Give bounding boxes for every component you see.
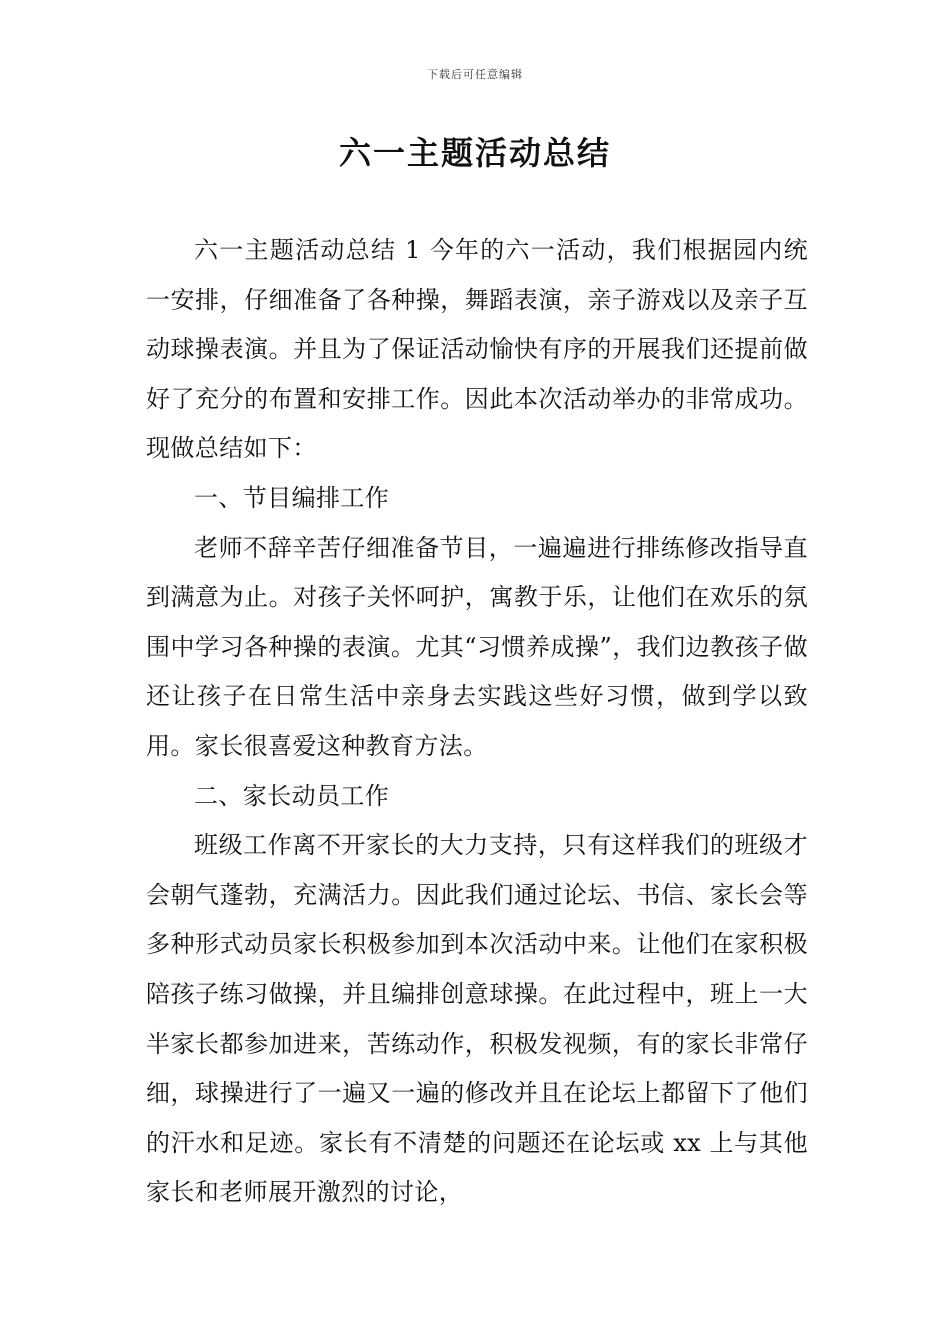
paragraph-intro: 六一主题活动总结 1 今年的六一活动，我们根据园内统一安排，仔细准备了各种操，舞蹈表演，亲子游戏以及亲子互动球操表演。并且为了保证活动愉快有序的开展我们还提前做好了充分的布置和安排工作。因此本次活动举办的非常成功。现做总结如下： xyxy=(146,236,808,463)
document-title: 六一主题活动总结 xyxy=(338,134,611,172)
paragraph-parents: 班级工作离不开家长的大力支持，只有这样我们的班级才会朝气蓬勃，充满活力。因此我们通过论坛、书信、家长会等多种形式动员家长积极参加到本次活动中来。让他们在家积极陪孩子练习做操，并且编排创意球操。在此过程中，班上一大半家长都参加进来，苦练动作，积极发视频，有的家长非常仔细，球操进行了一遍又一遍的修改并且在论坛上都留下了他们的汗水和足迹。家长有不清楚的问题还在论坛或 xx 上与其他家长和老师展开激烈的讨论， xyxy=(146,831,808,1207)
header-note: 下载后可任意编辑 xyxy=(427,68,523,81)
section-heading-parents: 二、家长动员工作 xyxy=(194,781,390,810)
paragraph-program: 老师不辞辛苦仔细准备节目，一遍遍进行排练修改指导直到满意为止。对孩子关怀呵护，寓教于乐，让他们在欢乐的氛围中学习各种操的表演。尤其“习惯养成操”，我们边教孩子做还让孩子在日常生活中亲身去实践这些好习惯，做到学以致用。家长很喜爱这种教育方法。 xyxy=(146,533,808,760)
section-heading-program: 一、节目编排工作 xyxy=(194,483,390,512)
document-body xyxy=(146,226,808,1218)
